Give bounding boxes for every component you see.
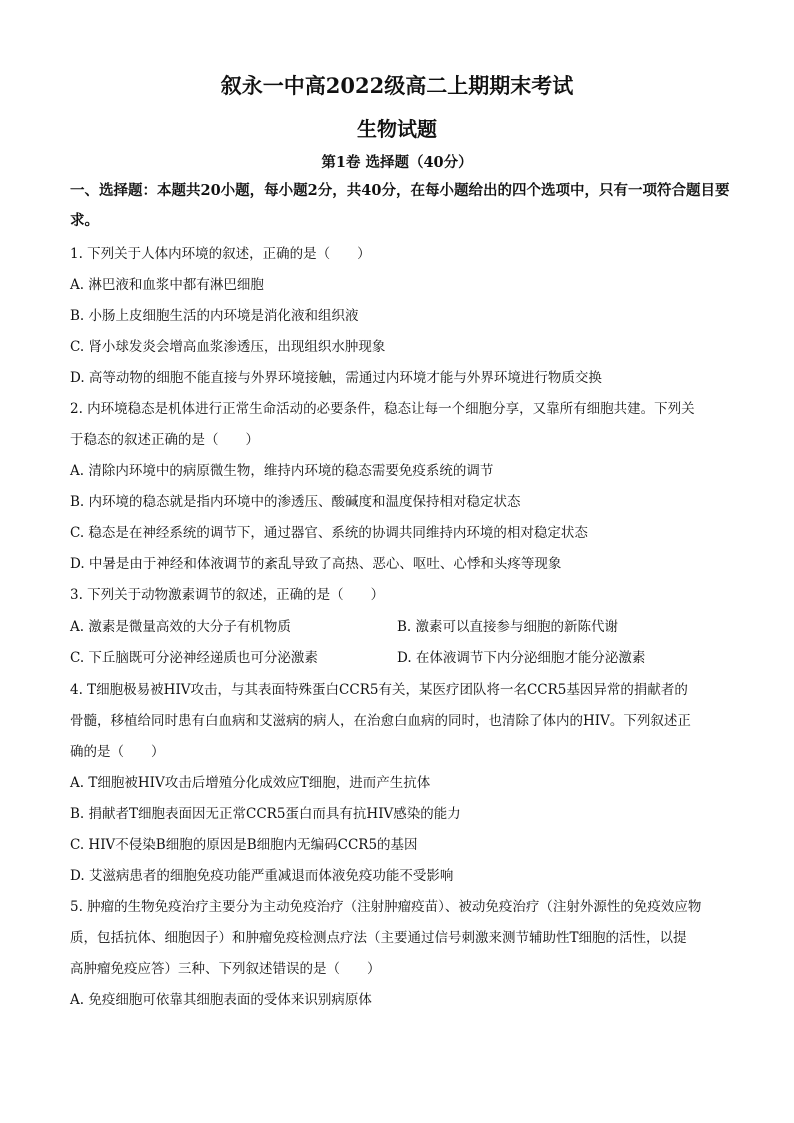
subject-title: 生物试题 — [357, 117, 437, 141]
question-1-option-a: A. 淋巴液和血浆中都有淋巴细胞 — [70, 277, 264, 293]
question-3-option-b: B. 激素可以直接参与细胞的新陈代谢 — [397, 619, 619, 635]
question-4-option-b: B. 捐献者T细胞表面因无正常CCR5蛋白而具有抗HIV感染的能力 — [70, 806, 461, 822]
question-4-option-d: D. 艾滋病患者的细胞免疫功能严重减退而体液免疫功能不受影响 — [70, 868, 454, 884]
question-5-stem-line-2: 质，包括抗体、细胞因子）和肿瘤免疫检测点疗法（主要通过信号刺激来测节辅助性T细胞的活性，以提 — [70, 930, 687, 946]
question-1-option-c: C. 肾小球发炎会增高血浆渗透压，出现组织水肿现象 — [70, 339, 386, 355]
question-3-option-a: A. 激素是微量高效的大分子有机物质 — [70, 619, 291, 635]
question-4-stem-line-1: 4. T细胞极易被HIV攻击，与其表面特殊蛋白CCR5有关，某医疗团队将一名CCR5基因异常的捐献者的 — [70, 682, 688, 698]
question-2-stem-line-2: 于稳态的叙述正确的是（ ） — [70, 432, 259, 448]
question-5-option-a: A. 免疫细胞可依靠其细胞表面的受体来识别病原体 — [70, 992, 372, 1008]
question-2-option-b: B. 内环境的稳态就是指内环境中的渗透压、酸碱度和温度保持相对稳定状态 — [70, 494, 521, 510]
question-2-option-d: D. 中暑是由于神经和体液调节的紊乱导致了高热、恶心、呕吐、心悸和头疼等现象 — [70, 556, 562, 572]
question-2-stem-line-1: 2. 内环境稳态是机体进行正常生命活动的必要条件，稳态让每一个细胞分享，又靠所有细胞共建。下列关 — [70, 401, 695, 417]
part-title: 第1卷 选择题（40分） — [321, 154, 473, 171]
question-3-stem: 3. 下列关于动物激素调节的叙述，正确的是（ ） — [70, 587, 385, 603]
question-4-stem-line-2: 骨髓，移植给同时患有白血病和艾滋病的病人，在治愈白血病的同时，也清除了体内的HIV。下列叙述正 — [70, 713, 691, 729]
question-4-option-a: A. T细胞被HIV攻击后增殖分化成效应T细胞，进而产生抗体 — [70, 775, 431, 791]
question-1-option-d: D. 高等动物的细胞不能直接与外界环境接触，需通过内环境才能与外界环境进行物质交换 — [70, 370, 602, 386]
question-1-option-b: B. 小肠上皮细胞生活的内环境是消化液和组织液 — [70, 308, 359, 324]
question-3-option-c: C. 下丘脑既可分泌神经递质也可分泌激素 — [70, 650, 318, 666]
exam-title: 叙永一中高2022级高二上期期末考试 — [220, 73, 574, 98]
question-3-option-d: D. 在体液调节下内分泌细胞才能分泌激素 — [397, 650, 646, 666]
question-5-stem-line-3: 高肿瘤免疫应答）三种、下列叙述错误的是（ ） — [70, 961, 381, 977]
question-4-option-c: C. HIV不侵染B细胞的原因是B细胞内无编码CCR5的基因 — [70, 837, 418, 853]
question-2-option-c: C. 稳态是在神经系统的调节下，通过器官、系统的协调共同维持内环境的相对稳定状态 — [70, 525, 588, 541]
question-4-stem-line-3: 确的是（ ） — [70, 744, 165, 760]
question-2-option-a: A. 清除内环境中的病原微生物，维持内环境的稳态需要免疫系统的调节 — [70, 463, 494, 479]
question-5-stem-line-1: 5. 肿瘤的生物免疫治疗主要分为主动免疫治疗（注射肿瘤疫苗）、被动免疫治疗（注射外源性的免疫效应物 — [70, 899, 702, 915]
section-heading: 一、选择题：本题共20小题，每小题2分，共40分，在每小题给出的四个选项中，只有一项符合题目要求。 — [70, 182, 730, 229]
question-1-stem: 1. 下列关于人体内环境的叙述，正确的是（ ） — [70, 246, 371, 262]
